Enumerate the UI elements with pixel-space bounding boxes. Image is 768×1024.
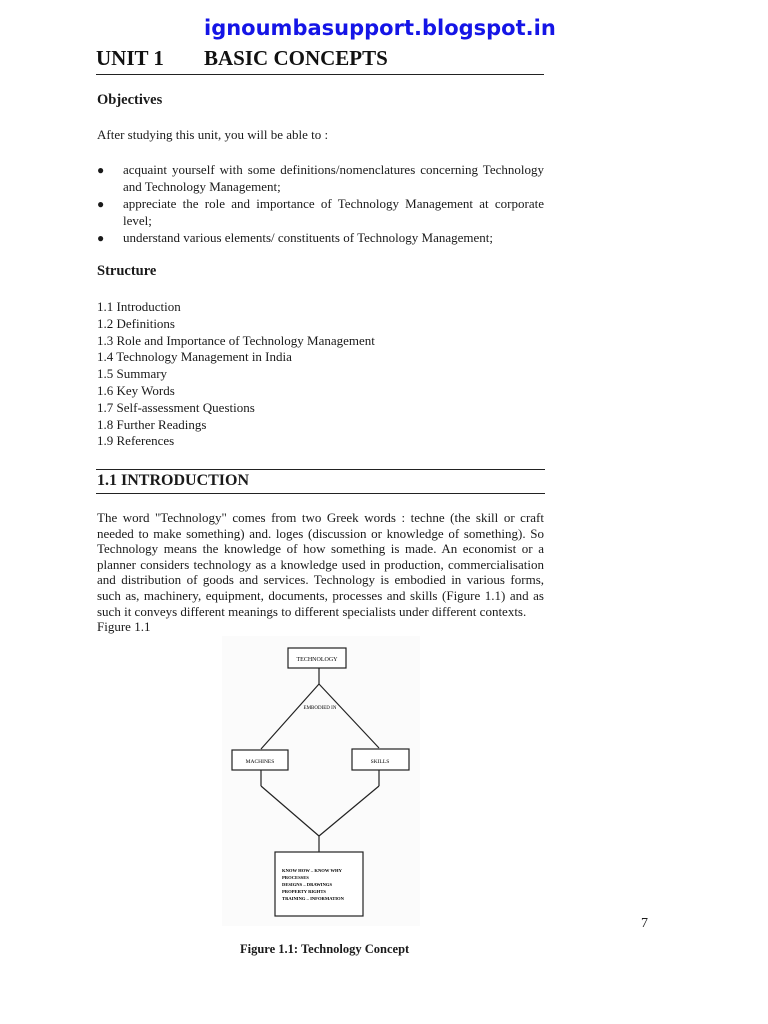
introduction-paragraph: The word "Technology" comes from two Greek words : techne (the skill or craft needed to make something) and. loges (discussion or knowledge of something). So Technology means the knowledge of how something is made. An economist or a planner considers technology as a knowledge used in production, commercialisation and distribution of goods and services. Technology is embodied in various forms, such as, machinery, equipment, documents, processes and skills (Figure 1.1) and as such it conveys different meanings to different specialists under different contexts. xyxy=(97,510,544,619)
technology-concept-diagram xyxy=(222,636,420,926)
introduction-heading: 1.1 INTRODUCTION xyxy=(96,469,545,494)
structure-heading: Structure xyxy=(97,263,157,279)
list-item: 1.1 Introduction xyxy=(97,299,181,314)
list-item: 1.3 Role and Importance of Technology Management xyxy=(97,332,375,348)
unit-title xyxy=(96,46,544,75)
objectives-heading: Objectives xyxy=(97,92,163,108)
outcome-line: KNOW HOW – KNOW WHY xyxy=(282,868,342,873)
page-number: 7 xyxy=(641,916,648,931)
list-item xyxy=(97,162,544,195)
objectives-list xyxy=(97,162,544,248)
list-item: 1.9 References xyxy=(97,433,175,449)
bullet-icon: ● xyxy=(97,197,105,211)
objective-text: understand various elements/ constituents of Technology Management; xyxy=(123,230,493,245)
list-item: 1.4 Technology Management in India xyxy=(97,349,292,365)
figure-caption: Figure 1.1: Technology Concept xyxy=(240,942,410,956)
outcome-line: DESIGNS – DRAWINGS xyxy=(282,882,333,887)
list-item: 1.2 Definitions xyxy=(97,315,175,331)
objectives-intro: After studying this unit, you will be able to : xyxy=(97,127,329,142)
objective-text: acquaint yourself with some definitions/nomenclatures concerning Technology and Technology Management; xyxy=(123,162,544,194)
figure-label: Figure 1.1 xyxy=(97,619,151,634)
technology-box-label: TECHNOLOGY xyxy=(296,657,338,663)
list-item xyxy=(97,196,544,229)
outcome-line: PROPERTY RIGHTS xyxy=(282,889,326,894)
list-item: 1.7 Self-assessment Questions xyxy=(97,399,255,415)
outcome-line: PROCESSES xyxy=(282,875,309,880)
list-item xyxy=(97,230,544,247)
bullet-icon: ● xyxy=(97,231,105,245)
embodied-in-label: EMBODIED IN xyxy=(303,706,337,711)
structure-list xyxy=(97,299,375,450)
list-item: 1.6 Key Words xyxy=(97,382,175,398)
bullet-icon: ● xyxy=(97,163,105,177)
site-link[interactable]: ignoumbasupport.blogspot.in xyxy=(204,16,556,40)
objective-text: appreciate the role and importance of Technology Management at corporate level; xyxy=(123,196,544,228)
machines-box-label: MACHINES xyxy=(245,759,275,765)
outcome-line: TRAINING – INFORMATION xyxy=(282,896,344,901)
list-item: 1.5 Summary xyxy=(97,366,168,382)
unit-number: UNIT 1 xyxy=(96,46,164,70)
skills-box-label: SKILLS xyxy=(370,759,390,765)
list-item: 1.8 Further Readings xyxy=(97,416,207,432)
unit-name: BASIC CONCEPTS xyxy=(204,46,388,70)
